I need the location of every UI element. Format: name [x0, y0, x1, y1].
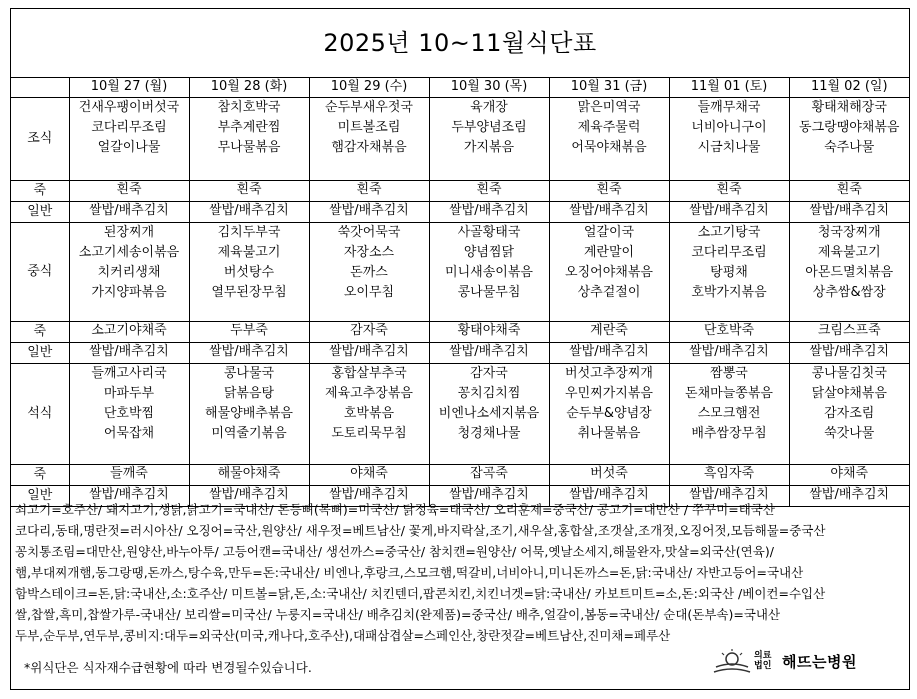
lunch_porridge-cell: 두부죽	[189, 322, 309, 343]
menu-item: 가지양파볶음	[91, 285, 167, 300]
lunch_normal-row	[11, 343, 909, 364]
day-header: 10월 27 (월)	[69, 77, 189, 98]
menu-item: 자장소스	[343, 245, 395, 260]
dinner-cell	[309, 364, 429, 465]
menu-item: 콩나물국	[223, 366, 275, 381]
menu-item: 제육주물럭	[577, 120, 641, 135]
lunch-cell	[549, 223, 669, 322]
day-header: 10월 29 (수)	[309, 77, 429, 98]
dinner_normal-cell: 쌀밥/배추김치	[789, 486, 909, 507]
menu-item: 계란말이	[583, 245, 635, 260]
origin-note-line: 쇠고기=호주산/ 돼지고기,생닭,닭고기=국내산/ 돈등뼈(목뼈)=미국산/ 닭정육=태국산/ 오리훈제=중국산/ 콩고기=대만산 / 쭈꾸미=태국산	[15, 502, 775, 517]
dinner-cell	[429, 364, 549, 465]
origin-note-line: 함박스테이크=돈,닭:국내산,소:호주산/ 미트볼=닭,돈,소:국내산/ 치킨텐더,팝콘치킨,치킨너겟=닭:국내산/ 카보트미트=소,돈:외국산 /베이컨=수입산	[15, 586, 826, 601]
lunch-cell	[309, 223, 429, 322]
dinner_porridge-label: 죽	[11, 465, 69, 486]
menu-item: 들깨고사리국	[91, 366, 167, 381]
breakfast_normal-label: 일반	[11, 202, 69, 223]
menu-item: 닭살야채볶음	[811, 386, 887, 401]
menu-item: 미역줄기볶음	[211, 426, 287, 441]
menu-item: 가지볶음	[463, 140, 515, 155]
dinner-label: 석식	[11, 364, 69, 465]
dinner_normal-cell: 쌀밥/배추김치	[69, 486, 189, 507]
page-title: 2025년 10~11월식단표	[11, 9, 909, 78]
lunch-label: 중식	[11, 223, 69, 322]
breakfast-cell	[669, 98, 789, 181]
menu-item: 돈까스	[350, 265, 388, 280]
menu-item: 청경채나물	[457, 426, 521, 441]
breakfast_porridge-cell: 흰죽	[429, 181, 549, 202]
hospital-logo	[712, 644, 898, 678]
menu-item: 단호박찜	[103, 406, 155, 421]
breakfast_normal-cell: 쌀밥/배추김치	[189, 202, 309, 223]
menu-item: 취나물볶음	[577, 426, 641, 441]
menu-item: 어묵야채볶음	[571, 140, 647, 155]
menu-item: 호박볶음	[343, 406, 395, 421]
day-header: 10월 30 (목)	[429, 77, 549, 98]
origin-note-line: 꽁치통조림=대만산,원양산,바누아투/ 고등어캔=국내산/ 생선까스=중국산/ 참치캔=원양산/ 어묵,옛날소세지,해물완자,맛살=외국산(연육)/	[15, 544, 774, 559]
dinner_normal-cell: 쌀밥/배추김치	[309, 486, 429, 507]
menu-item: 건새우팽이버섯국	[78, 100, 180, 115]
breakfast-cell	[789, 98, 909, 181]
menu-item: 해물양배추볶음	[205, 406, 293, 421]
menu-item: 탕평채	[710, 265, 748, 280]
menu-item: 닭볶음탕	[223, 386, 275, 401]
menu-item: 열무된장무침	[211, 285, 287, 300]
dinner_normal-cell: 쌀밥/배추김치	[669, 486, 789, 507]
menu-item: 감자국	[470, 366, 508, 381]
menu-item: 버섯탕수	[223, 265, 275, 280]
dinner_normal-cell: 쌀밥/배추김치	[189, 486, 309, 507]
menu-item: 숙주나물	[824, 140, 875, 155]
lunch_porridge-cell: 감자죽	[309, 322, 429, 343]
breakfast-cell	[69, 98, 189, 181]
menu-item: 양념찜닭	[463, 245, 515, 260]
dinner_porridge-cell: 들깨죽	[69, 465, 189, 486]
day-header: 10월 31 (금)	[549, 77, 669, 98]
menu-item: 제육고추장볶음	[325, 386, 413, 401]
breakfast-label: 조식	[11, 98, 69, 181]
lunch_porridge-cell: 소고기야채죽	[69, 322, 189, 343]
header-row	[11, 77, 909, 98]
menu-item: 동그랑땡야채볶음	[799, 120, 900, 135]
dinner-cell	[789, 364, 909, 465]
menu-item: 순두부새우젓국	[325, 100, 413, 115]
menu-item: 황태채해장국	[811, 100, 887, 115]
lunch-cell	[669, 223, 789, 322]
breakfast-row	[11, 98, 909, 181]
breakfast_porridge-cell: 흰죽	[69, 181, 189, 202]
breakfast_porridge-label: 죽	[11, 181, 69, 202]
breakfast-cell	[549, 98, 669, 181]
lunch-cell	[429, 223, 549, 322]
breakfast_porridge-cell: 흰죽	[669, 181, 789, 202]
day-header: 10월 28 (화)	[189, 77, 309, 98]
logo-name: 해뜨는병원	[782, 652, 857, 671]
menu-item: 우민찌가지볶음	[565, 386, 653, 401]
dinner_porridge-cell: 야채죽	[309, 465, 429, 486]
lunch_normal-cell: 쌀밥/배추김치	[429, 343, 549, 364]
menu-item: 호박가지볶음	[691, 285, 767, 300]
origin-note-line: 쌀,찹쌀,흑미,찹쌀가루-국내산/ 보리쌀=미국산/ 누룽지=국내산/ 배추김치(완제품)=중국산/ 배추,얼갈이,봄동=국내산/ 순대(돈부속)=국내산	[15, 607, 781, 622]
menu-item: 상추겉절이	[577, 285, 641, 300]
breakfast_porridge-cell: 흰죽	[189, 181, 309, 202]
lunch_normal-cell: 쌀밥/배추김치	[789, 343, 909, 364]
menu-item: 쑥갓나물	[824, 426, 875, 441]
menu-item: 제육불고기	[217, 245, 281, 260]
breakfast_normal-cell: 쌀밥/배추김치	[669, 202, 789, 223]
menu-item: 들깨무채국	[697, 100, 761, 115]
menu-item: 무나물볶음	[217, 140, 281, 155]
day-header: 11월 01 (토)	[669, 77, 789, 98]
menu-item: 돈채마늘쫑볶음	[685, 386, 773, 401]
corner-cell	[11, 77, 69, 98]
lunch_normal-label: 일반	[11, 343, 69, 364]
menu-item: 된장찌개	[103, 225, 155, 240]
menu-item: 시금치나물	[697, 140, 761, 155]
lunch_normal-cell: 쌀밥/배추김치	[309, 343, 429, 364]
menu-item: 쑥갓어묵국	[337, 225, 401, 240]
day-header: 11월 02 (일)	[789, 77, 909, 98]
menu-item: 어묵잡채	[103, 426, 155, 441]
dinner_porridge-cell: 버섯죽	[549, 465, 669, 486]
menu-item: 제육불고기	[817, 245, 881, 260]
origin-note-line: 코다리,동태,명란젓=러시아산/ 오징어=국산,원양산/ 새우젓=베트남산/ 꽃게,바지락살,조기,새우살,홍합살,조갯살,조개젓,오징어젓,모듬해물=중국산	[15, 523, 826, 538]
sunrise-logo-icon	[712, 647, 752, 675]
lunch-cell	[189, 223, 309, 322]
menu-item: 홍합살부추국	[331, 366, 407, 381]
menu-item: 청국장찌개	[817, 225, 881, 240]
origin-notes	[11, 499, 909, 646]
dinner-cell	[669, 364, 789, 465]
breakfast_normal-cell: 쌀밥/배추김치	[309, 202, 429, 223]
dinner_normal-label: 일반	[11, 486, 69, 507]
menu-item: 김치두부국	[217, 225, 281, 240]
lunch_normal-cell: 쌀밥/배추김치	[549, 343, 669, 364]
menu-item: 미니새송이볶음	[445, 265, 533, 280]
menu-item: 오징어야채볶음	[565, 265, 653, 280]
lunch_porridge-cell: 크림스프죽	[789, 322, 909, 343]
menu-table	[11, 77, 909, 507]
menu-item: 스모크햄전	[697, 406, 761, 421]
dinner-cell	[549, 364, 669, 465]
breakfast_porridge-cell: 흰죽	[549, 181, 669, 202]
dinner_porridge-cell: 잡곡죽	[429, 465, 549, 486]
menu-item: 얼갈이나물	[97, 140, 161, 155]
dinner_porridge-cell: 해물야채죽	[189, 465, 309, 486]
lunch_normal-cell: 쌀밥/배추김치	[189, 343, 309, 364]
menu-item: 비엔나소세지볶음	[438, 406, 540, 421]
breakfast-cell	[429, 98, 549, 181]
menu-item: 소고기탕국	[697, 225, 761, 240]
menu-sheet	[10, 8, 910, 690]
menu-item: 육개장	[470, 100, 508, 115]
menu-item: 감자조림	[824, 406, 875, 421]
dinner-cell	[189, 364, 309, 465]
menu-item: 마파두부	[103, 386, 155, 401]
origin-note-line: 햄,부대찌개햄,동그랑땡,돈까스,탕수육,만두=돈:국내산/ 비엔나,후랑크,스모크햄,떡갈비,너비아니,미니돈까스=돈,닭:국내산/ 자반고등어=국내산	[15, 565, 804, 580]
lunch-row	[11, 223, 909, 322]
menu-item: 배추쌈장무침	[691, 426, 767, 441]
menu-item: 너비아니구이	[691, 120, 767, 135]
menu-item: 꽁치김치찜	[457, 386, 521, 401]
dinner_porridge-cell: 야채죽	[789, 465, 909, 486]
menu-item: 두부양념조림	[451, 120, 527, 135]
menu-item: 콩나물김칫국	[811, 366, 887, 381]
breakfast-cell	[309, 98, 429, 181]
menu-item: 순두부&양념장	[566, 406, 652, 421]
breakfast_normal-cell: 쌀밥/배추김치	[789, 202, 909, 223]
breakfast_porridge-row	[11, 181, 909, 202]
menu-item: 얼갈이국	[583, 225, 635, 240]
footer-note: *위식단은 식자재수급현황에 따라 변경될수있습니다.	[24, 660, 312, 675]
menu-item: 도토리묵무침	[331, 426, 407, 441]
dinner-cell	[69, 364, 189, 465]
breakfast_porridge-cell: 흰죽	[789, 181, 909, 202]
breakfast_normal-cell: 쌀밥/배추김치	[549, 202, 669, 223]
menu-item: 참치호박국	[217, 100, 281, 115]
dinner-row	[11, 364, 909, 465]
lunch-cell	[69, 223, 189, 322]
menu-item: 버섯고추장찌개	[565, 366, 653, 381]
menu-item: 햄감자채볶음	[331, 140, 407, 155]
lunch_normal-cell: 쌀밥/배추김치	[669, 343, 789, 364]
origin-note-line: 두부,순두부,연두부,콩비지:대두=외국산(미국,캐나다,호주산),대패삼겹살=스페인산,창란젓갈=베트남산,진미채=페루산	[15, 628, 671, 643]
breakfast-cell	[189, 98, 309, 181]
lunch_normal-cell: 쌀밥/배추김치	[69, 343, 189, 364]
menu-item: 부추계란찜	[217, 120, 281, 135]
menu-item: 소고기세송이볶음	[78, 245, 180, 260]
menu-item: 코다리무조림	[691, 245, 767, 260]
menu-item: 치커리생채	[97, 265, 161, 280]
dinner_normal-cell: 쌀밥/배추김치	[549, 486, 669, 507]
breakfast_normal-row	[11, 202, 909, 223]
menu-item: 상추쌈&쌈장	[812, 285, 886, 300]
dinner_normal-cell: 쌀밥/배추김치	[429, 486, 549, 507]
menu-item: 아몬드멸치볶음	[805, 265, 894, 280]
logo-subtitle: 의료법인	[754, 651, 772, 671]
dinner_porridge-row	[11, 465, 909, 486]
menu-item: 오이무침	[343, 285, 395, 300]
lunch_porridge-cell: 단호박죽	[669, 322, 789, 343]
breakfast_normal-cell: 쌀밥/배추김치	[69, 202, 189, 223]
menu-item: 짬뽕국	[710, 366, 748, 381]
lunch_porridge-row	[11, 322, 909, 343]
menu-item: 코다리무조림	[91, 120, 167, 135]
dinner_porridge-cell: 흑임자죽	[669, 465, 789, 486]
menu-item: 사골황태국	[457, 225, 521, 240]
lunch_porridge-label: 죽	[11, 322, 69, 343]
breakfast_porridge-cell: 흰죽	[309, 181, 429, 202]
lunch-cell	[789, 223, 909, 322]
menu-item: 미트볼조림	[337, 120, 401, 135]
lunch_porridge-cell: 황태야채죽	[429, 322, 549, 343]
menu-item: 콩나물무침	[457, 285, 521, 300]
breakfast_normal-cell: 쌀밥/배추김치	[429, 202, 549, 223]
menu-item: 맑은미역국	[577, 100, 641, 115]
lunch_porridge-cell: 계란죽	[549, 322, 669, 343]
